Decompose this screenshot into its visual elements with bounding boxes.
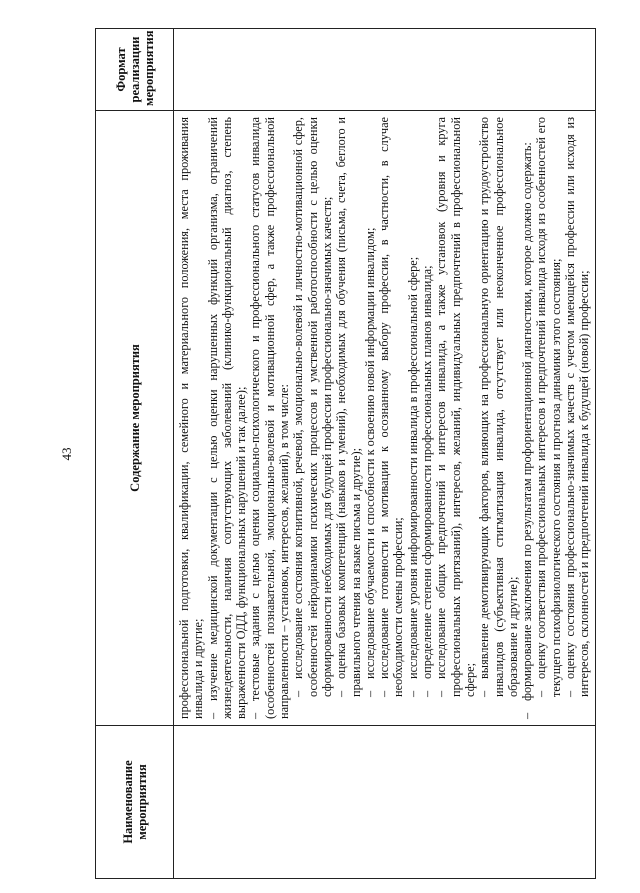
list-dash-marker: – <box>520 712 535 719</box>
list-dash-marker: – <box>362 690 377 697</box>
list-item-text: исследование готовности и мотивации к осознанному выбору профессии, в частности, в случае необходимости смены профессии; <box>377 117 406 697</box>
activity-table <box>95 28 596 879</box>
list-item-text: оценку состояния профессионально-значимых качеств с учетом имеющейся профессии или исходя из интересов, склонностей и предпочтений инвалида к будущей (новой) профессии; <box>563 117 592 697</box>
list-item-text: формирование заключения по результатам профориентационной диагностики, которое должно содержать: <box>520 142 535 701</box>
content-list-item <box>334 117 363 719</box>
list-dash-marker: – <box>248 712 263 719</box>
list-dash-marker: – <box>434 690 449 697</box>
content-list-item <box>248 117 291 719</box>
content-list-item <box>534 117 563 719</box>
list-item-text: выявление демотивирующих факторов, влияющих на профессиональную ориентацию и трудоустройство инвалидов (субъективная стигматизация инвалида, отсутствует или неоконченное профессиональное образование и другие); <box>477 117 520 697</box>
list-dash-marker: – <box>377 690 392 697</box>
cell-activity-format <box>174 29 596 111</box>
content-list-item <box>520 117 534 719</box>
content-list-item <box>420 117 434 719</box>
header-activity-name: Наименование мероприятия <box>96 726 174 879</box>
cell-activity-content <box>174 111 596 726</box>
list-dash-marker: – <box>291 690 306 697</box>
list-item-text: оценку соответствия профессиональных интересов и предпочтений инвалида исходя из особенностей его текущего психофизиологического состояния и прогноза динамики этого состояния; <box>534 117 563 697</box>
rotated-page-frame <box>55 29 592 879</box>
content-list-item <box>563 117 592 719</box>
list-dash-marker: – <box>205 712 220 719</box>
list-item-text: профессиональной подготовки, квалификации, семейного и материального положения, места проживания инвалида и другие; <box>177 117 206 719</box>
content-list-item <box>291 117 334 719</box>
list-item-text: исследование состояния когнитивной, речевой, эмоционально-волевой и личностно-мотивационной сфер, особенностей нейродинамики психических процессов и умственной работоспособности с целью оценки сформированности необходимых для будущей профессии профессионально-значимых качеств; <box>291 117 334 697</box>
list-dash-marker: – <box>534 690 549 697</box>
table-header-row <box>96 29 174 879</box>
cell-activity-name <box>174 726 596 879</box>
list-dash-marker: – <box>420 690 435 697</box>
content-list-item <box>177 117 206 719</box>
list-item-text: исследование общих предпочтений и интересов инвалида, а также установок (уровня и круга профессиональных притязаний), интересов, желаний, индивидуальных предпочтений в профессиональной сфере; <box>434 117 477 697</box>
list-dash-marker: – <box>563 690 578 697</box>
header-activity-format: Формат реализации мероприятия <box>96 29 174 111</box>
list-item-text: исследование обучаемости и способности к освоению новой информации инвалидом; <box>362 227 377 679</box>
list-item-text: тестовые задания с целью оценки социально-психологического и профессионального статусов инвалида (особенностей познавательной, эмоционально-волевой и мотивационной сфер, а также профессиональной направленности – установок, интересов, желаний), в том числе: <box>248 117 292 719</box>
content-list-item <box>206 117 249 719</box>
document-page <box>55 29 592 879</box>
content-list-item <box>377 117 406 719</box>
table-body-row <box>174 29 596 879</box>
list-dash-marker: – <box>477 690 492 697</box>
list-item-text: определение степени сформированности профессиональных планов инвалида; <box>420 265 435 679</box>
content-list-item <box>477 117 520 719</box>
content-list <box>177 117 592 719</box>
list-dash-marker: – <box>405 690 420 697</box>
header-activity-content: Содержание мероприятия <box>96 111 174 726</box>
list-item-text: оценка базовых компетенций (навыков и умений), необходимых для обучения (письма, счета, беглого и правильного чтения на языке письма и другие); <box>334 117 363 697</box>
list-item-text: исследование уровня информированности инвалида в профессиональной сфере; <box>405 256 420 679</box>
content-list-item <box>406 117 420 719</box>
content-list-item <box>434 117 477 719</box>
list-item-text: изучение медицинской документации с целью оценки нарушенных функций организма, ограничений жизнедеятельности, наличия сопутствующих заболеваний (клинико-функциональный диагноз, степень выраженности ОДД, функциональных нарушений и так далее); <box>205 117 249 719</box>
page-number: 43 <box>59 447 74 461</box>
content-list-item <box>363 117 377 719</box>
list-dash-marker: – <box>334 690 349 697</box>
